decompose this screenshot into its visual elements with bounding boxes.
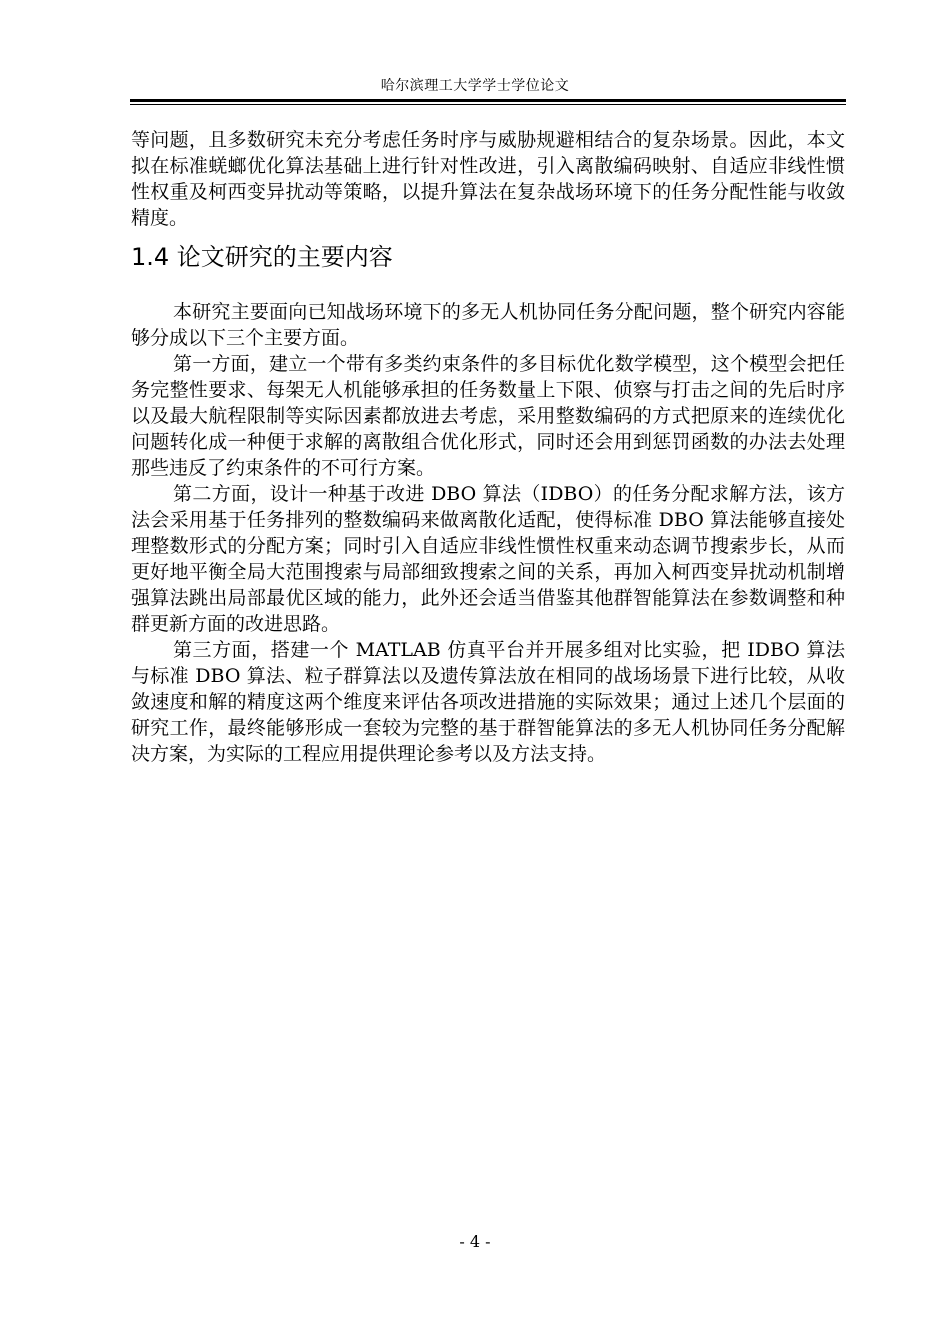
page-number: - 4 - [459,1232,491,1251]
paragraph-aspect-three: 第三方面，搭建一个 MATLAB 仿真平台并开展多组对比实验，把 IDBO 算法与标准 DBO 算法、粒子群算法以及遗传算法放在相同的战场场景下进行比较，从收敛速度和解的精度这两个维度来评估各项改进措施的实际效果；通过上述几个层面的研究工作，最终能够形成一套较为完整的基于群智能算法的多无人机协同任务分配解决方案，为实际的工程应用提供理论参考以及方法支持。 [131,639,845,765]
paragraph-overview: 本研究主要面向已知战场环境下的多无人机协同任务分配问题，整个研究内容能够分成以下三个主要方面。 [131,301,845,349]
running-header: 哈尔滨理工大学学士学位论文 [380,78,570,94]
header-rule-thin [130,104,846,105]
intro-paragraph: 等问题，且多数研究未充分考虑任务时序与威胁规避相结合的复杂场景。因此，本文拟在标准蜣螂优化算法基础上进行针对性改进，引入离散编码映射、自适应非线性惯性权重及柯西变异扰动等策略，以提升算法在复杂战场环境下的任务分配性能与收敛精度。 [131,129,845,229]
page-body [131,127,845,767]
paragraph-aspect-one: 第一方面，建立一个带有多类约束条件的多目标优化数学模型，这个模型会把任务完整性要求、每架无人机能够承担的任务数量上下限、侦察与打击之间的先后时序以及最大航程限制等实际因素都放进去考虑，采用整数编码的方式把原来的连续优化问题转化成一种便于求解的离散组合优化形式，同时还会用到惩罚函数的办法去处理那些违反了约束条件的不可行方案。 [131,353,845,479]
section-heading: 1.4 论文研究的主要内容 [131,243,393,271]
header-rule-thick [130,99,846,102]
paragraph-aspect-two: 第二方面，设计一种基于改进 DBO 算法（IDBO）的任务分配求解方法，该方法会采用基于任务排列的整数编码来做离散化适配，使得标准 DBO 算法能够直接处理整数形式的分配方案；同时引入自适应非线性惯性权重来动态调节搜索步长，从而更好地平衡全局大范围搜索与局部细致搜索之间的关系，再加入柯西变异扰动机制增强算法跳出局部最优区域的能力，此外还会适当借鉴其他群智能算法在参数调整和种群更新方面的改进思路。 [131,483,845,635]
